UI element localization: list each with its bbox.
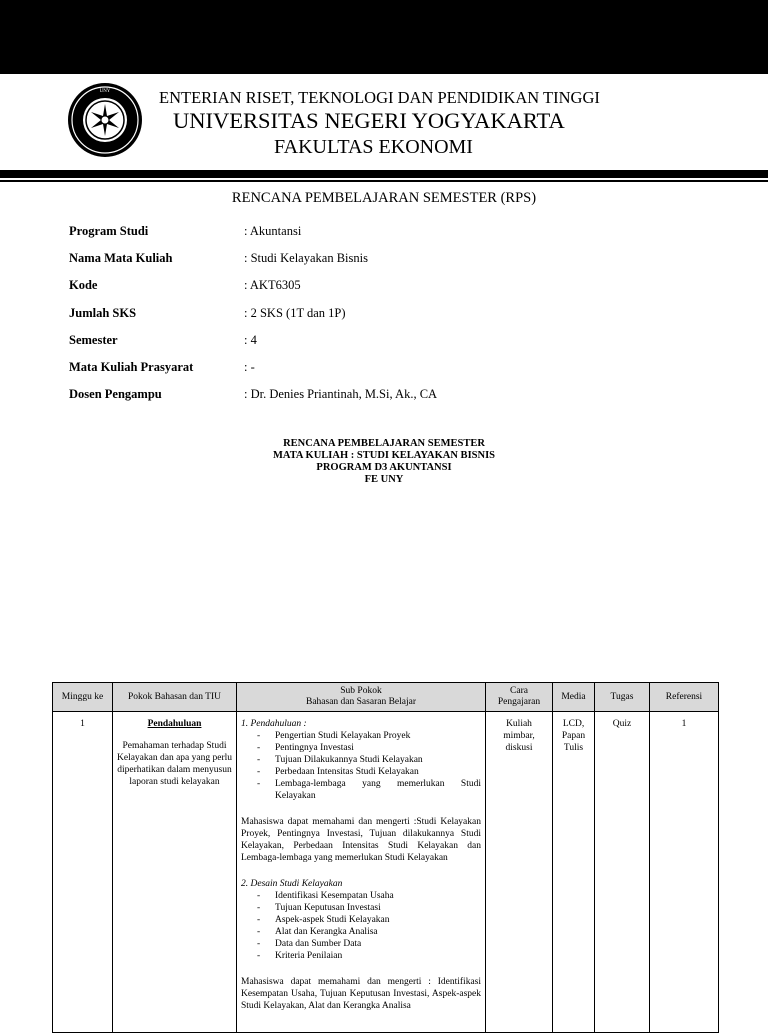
section1-list <box>241 730 481 802</box>
list-item: - Lembaga-lembaga yang memerlukan Studi Kelayakan <box>257 778 481 802</box>
cell-cara: Kuliah mimbar, diskusi <box>486 712 553 1033</box>
top-black-band <box>0 0 768 74</box>
university-heading: UNIVERSITAS NEGERI YOGYAKARTA <box>173 108 565 133</box>
header-thin-rule <box>0 180 768 182</box>
header-cara-line2: Pengajaran <box>497 697 541 707</box>
list-item: - Pentingnya Investasi <box>257 742 481 754</box>
info-label: Dosen Pengampu <box>69 387 162 401</box>
section1-title: 1. Pendahuluan : <box>241 719 307 729</box>
faculty-heading: FAKULTAS EKONOMI <box>274 136 473 158</box>
info-label: Program Studi <box>69 224 149 238</box>
info-label: Kode <box>69 278 98 292</box>
section2-paragraph: Mahasiswa dapat memahami dan mengerti : Identifikasi Kesempatan Usaha, Tujuan Keputusan Investasi, Aspek-aspek Studi Kelayakan, Alat dan Kerangka Analisa <box>241 977 481 1011</box>
header-referensi: Referensi <box>650 683 719 712</box>
section2-title: 2. Desain Studi Kelayakan <box>241 879 343 889</box>
info-label: Mata Kuliah Prasyarat <box>69 360 194 374</box>
header-minggu: Minggu ke <box>53 683 113 712</box>
university-logo-icon <box>67 82 143 158</box>
info-value: : Studi Kelayakan Bisnis <box>244 251 368 265</box>
course-heading-line: FE UNY <box>364 474 404 485</box>
section2-list <box>241 890 481 962</box>
document-title: RENCANA PEMBELAJARAN SEMESTER (RPS) <box>231 190 537 206</box>
header-pokok: Pokok Bahasan dan TIU <box>113 683 237 712</box>
header-thick-rule <box>0 170 768 178</box>
header-cara-line1: Cara <box>510 686 528 696</box>
header-sub-line2: Bahasan dan Sasaran Belajar <box>306 697 416 707</box>
ministry-heading: ENTERIAN RISET, TEKNOLOGI DAN PENDIDIKAN TINGGI <box>159 88 600 107</box>
info-value: : AKT6305 <box>244 278 301 292</box>
course-heading-line: MATA KULIAH : STUDI KELAYAKAN BISNIS <box>272 450 495 461</box>
course-heading-block <box>0 438 768 486</box>
header-media: Media <box>553 683 595 712</box>
header-cara <box>486 683 553 712</box>
info-value: : 2 SKS (1T dan 1P) <box>244 306 346 320</box>
cell-tugas: Quiz <box>595 712 650 1033</box>
list-item: - Tujuan Keputusan Investasi <box>257 902 481 914</box>
table-row <box>53 712 719 1033</box>
cell-referensi: 1 <box>650 712 719 1033</box>
info-value: : Dr. Denies Priantinah, M.Si, Ak., CA <box>244 387 438 401</box>
svg-text:UNY: UNY <box>99 89 111 94</box>
pokok-desc: Pemahaman terhadap Studi Kelayakan dan apa yang perlu diperhatikan dalam menyusun laporan studi kelayakan <box>117 741 233 787</box>
info-value: : Akuntansi <box>244 224 302 238</box>
cell-pokok <box>113 712 237 1033</box>
info-value: : 4 <box>244 333 257 347</box>
list-item: - Identifikasi Kesempatan Usaha <box>257 890 481 902</box>
cell-minggu: 1 <box>53 712 113 1033</box>
list-item: - Pengertian Studi Kelayakan Proyek <box>257 730 481 742</box>
course-heading-line: PROGRAM D3 AKUNTANSI <box>316 462 452 473</box>
header-sub-line1: Sub Pokok <box>340 686 382 696</box>
rps-table <box>52 682 719 1033</box>
info-label: Jumlah SKS <box>69 306 137 320</box>
list-item: - Alat dan Kerangka Analisa <box>257 926 481 938</box>
cell-media: LCD, Papan Tulis <box>553 712 595 1033</box>
info-value: : - <box>244 360 255 374</box>
header-tugas: Tugas <box>595 683 650 712</box>
section1-paragraph: Mahasiswa dapat memahami dan mengerti :Studi Kelayakan Proyek, Pentingnya Investasi, Tujuan dilakukannya Studi Kelayakan, Perbedaan Intensitas Studi Kelayakan dan Lembaga-lembaga yang memerlukan Studi Kelayakan <box>241 817 481 863</box>
header-sub-pokok <box>237 683 486 712</box>
list-item: - Tujuan Dilakukannya Studi Kelayakan <box>257 754 481 766</box>
list-item: - Kriteria Penilaian <box>257 950 481 962</box>
list-item: - Data dan Sumber Data <box>257 938 481 950</box>
table-header-row <box>53 683 719 712</box>
list-item: - Aspek-aspek Studi Kelayakan <box>257 914 481 926</box>
info-label: Semester <box>69 333 118 347</box>
cell-sub-pokok <box>237 712 486 1033</box>
info-label: Nama Mata Kuliah <box>69 251 173 265</box>
pokok-title: Pendahuluan <box>147 719 202 729</box>
course-heading-line: RENCANA PEMBELAJARAN SEMESTER <box>283 438 485 449</box>
list-item: - Perbedaan Intensitas Studi Kelayakan <box>257 766 481 778</box>
